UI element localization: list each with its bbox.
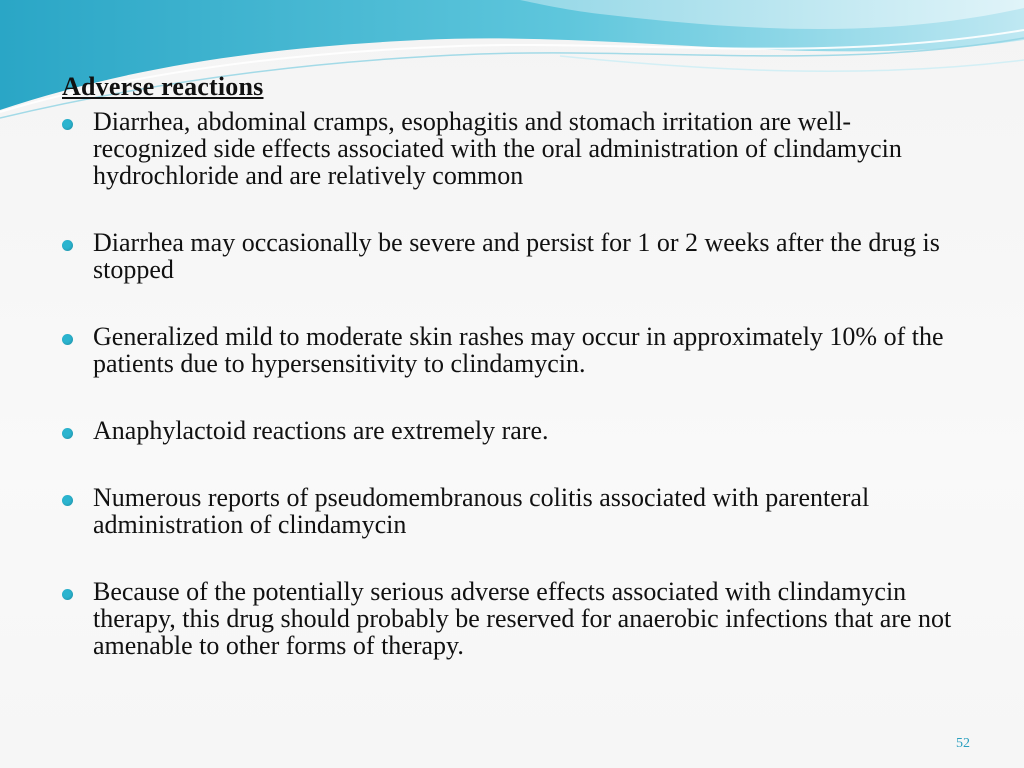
page-number: 52	[956, 736, 970, 751]
bullet-dot-icon	[62, 589, 73, 600]
bullet-text: Generalized mild to moderate skin rashes may occur in approximately 10% of the patients due to hypersensitivity to clindamycin.	[93, 322, 944, 378]
bullet-text: Diarrhea, abdominal cramps, esophagitis and stomach irritation are well-recognized side effects associated with the oral administration of clindamycin hydrochloride and are relatively common	[93, 107, 902, 190]
bullet-text: Anaphylactoid reactions are extremely rare.	[93, 416, 549, 445]
bullet-dot-icon	[62, 240, 73, 251]
bullet-dot-icon	[62, 119, 73, 130]
bullet-item	[62, 417, 962, 444]
bullet-dot-icon	[62, 428, 73, 439]
bullet-item	[62, 323, 962, 377]
slide-content	[62, 72, 962, 659]
bullet-dot-icon	[62, 334, 73, 345]
bullet-text: Because of the potentially serious adverse effects associated with clindamycin therapy, this drug should probably be reserved for anaerobic infections that are not amenable to other forms of therapy.	[93, 577, 952, 660]
bullet-dot-icon	[62, 495, 73, 506]
bullet-list	[62, 108, 962, 659]
bullet-item	[62, 108, 962, 189]
slide-heading: Adverse reactions	[62, 72, 264, 101]
bullet-item	[62, 229, 962, 283]
bullet-text: Diarrhea may occasionally be severe and persist for 1 or 2 weeks after the drug is stopped	[93, 228, 940, 284]
bullet-item	[62, 484, 962, 538]
bullet-text: Numerous reports of pseudomembranous colitis associated with parenteral administration of clindamycin	[93, 483, 870, 539]
bullet-item	[62, 578, 962, 659]
